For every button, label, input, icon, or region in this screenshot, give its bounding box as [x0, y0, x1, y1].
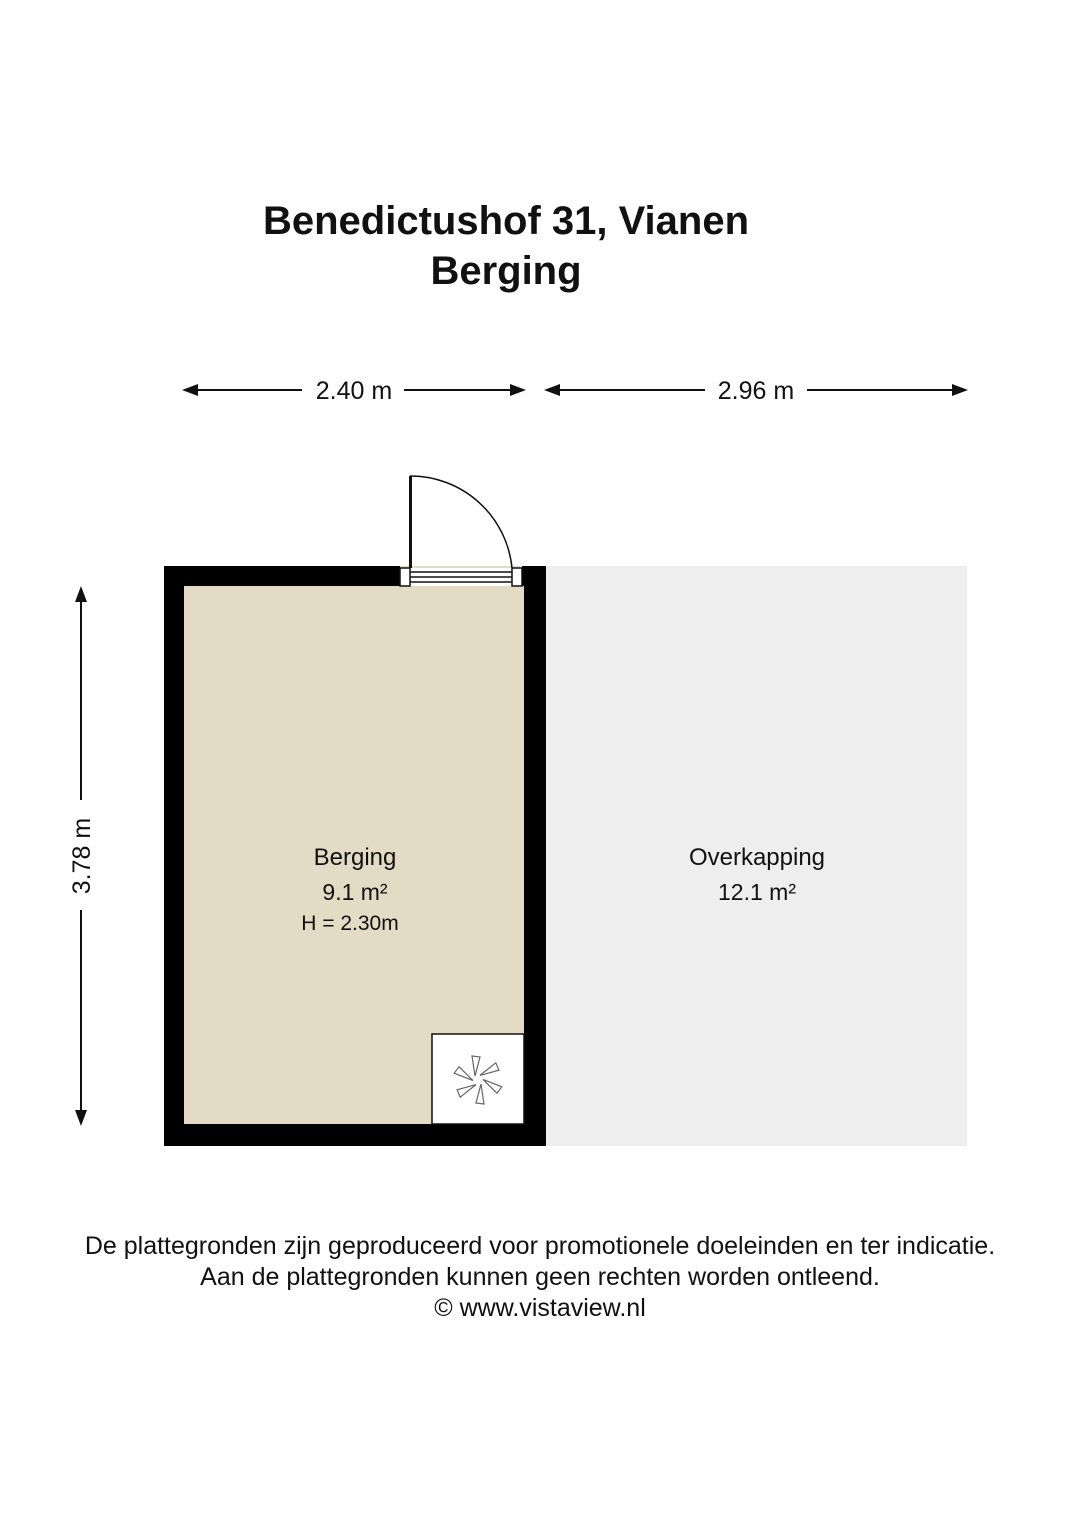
disclaimer-line: De plattegronden zijn geproduceerd voor promotionele doeleinden en ter indicatie. [84, 1232, 996, 1260]
room-name-overkapping: Overkapping [688, 844, 826, 871]
room-area-overkapping: 12.1 m² [718, 879, 796, 905]
room-height-berging: H = 2.30m [301, 912, 399, 935]
disclaimer-line: Aan de plattegronden kunnen geen rechten worden ontleend. [200, 1263, 880, 1291]
room-name-berging: Berging [313, 844, 397, 871]
copyright-link[interactable]: © www.vistaview.nl [434, 1294, 646, 1322]
door [400, 476, 522, 586]
ventilation-fan-icon [432, 1034, 524, 1124]
dimension-label: 2.40 m [315, 377, 393, 405]
dimension-label: 2.96 m [717, 377, 795, 405]
dimension-width-right [544, 377, 968, 405]
dimension-width-left [182, 377, 526, 405]
floor-title: Berging [430, 249, 582, 293]
dimension-height [68, 586, 96, 1126]
page-title: Benedictushof 31, Vianen [262, 199, 750, 243]
room-area-berging: 9.1 m² [322, 879, 388, 905]
dimension-label: 3.78 m [68, 817, 96, 895]
